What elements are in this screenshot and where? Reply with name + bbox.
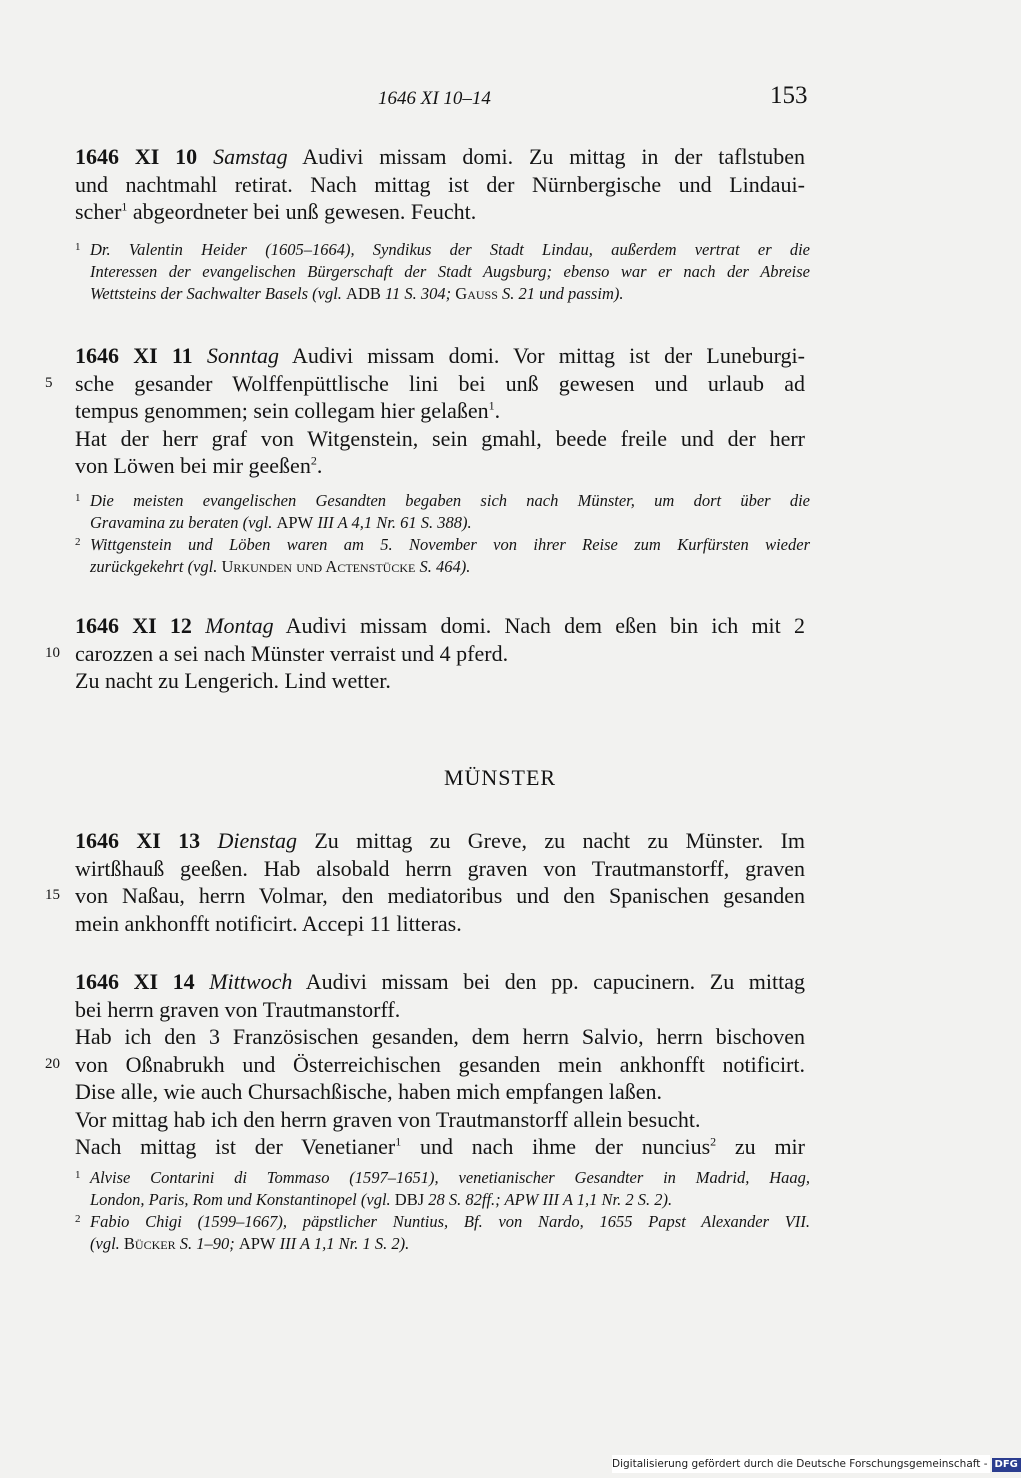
entry-date: 1646 XI 10 [75, 144, 198, 169]
entry-text: zu mir [716, 1134, 805, 1159]
entry-text: tempus genommen; sein collegam hier gelaßen [75, 398, 489, 423]
footnote-text: Interessen der evangelischen Bürgerschaft der Stadt Augsburg; ebenso war er nach der Abreise [90, 262, 810, 281]
running-title: 1646 XI 10–14 [378, 88, 491, 109]
footnote-group [75, 239, 810, 305]
entry-weekday: Montag [205, 613, 274, 638]
footnote-ref: 1 [488, 398, 495, 413]
line-number: 20 [45, 1055, 60, 1072]
diary-entry [75, 143, 805, 226]
line-number: 5 [45, 374, 53, 391]
diary-entry [45, 968, 805, 1161]
entry-text: carozzen a sei nach Münster verraist und 4 pferd. [75, 640, 509, 666]
footnote-text: London, Paris, Rom und Konstantinopel (vgl. [90, 1190, 395, 1209]
footnote-group [75, 490, 810, 578]
dfg-logo-icon: DFG [992, 1458, 1021, 1472]
footnote-text: S. 21 und passim). [497, 284, 624, 303]
entry-text: Nach mittag ist der Venetianer [75, 1134, 396, 1159]
footnote-number: 1 [75, 241, 81, 253]
footnote-text: (vgl. [90, 1234, 124, 1253]
footnote-text: zurückgekehrt (vgl. [90, 557, 222, 576]
entry-text: abgeordneter bei unß gewesen. Feucht. [127, 199, 477, 224]
diary-entry: 1646 XI 11 Sonntag Audivi missam domi. Vor mittag ist der Luneburgi- 5 sche gesander Wolffenpüttlische lini bei unß gewesen und urlaub ad tempus genommen; sein collegam hier gelaßen$^1$. Hat der herr graf von Witgenstein, sein gmahl, beede freile und der herr von Löwen bei mir geeßen$^2$. [45, 343, 805, 478]
footnote [75, 239, 810, 305]
entry-weekday: Samstag [213, 144, 288, 169]
footnote-text: 11 S. 304; [380, 284, 456, 303]
entry-text: mein ankhonfft notificirt. Accepi 11 litteras. [75, 910, 462, 936]
entry-weekday: Sonntag [206, 343, 279, 368]
entry-text: Audivi missam bei den pp. capucinern. Zu mittag [305, 969, 805, 994]
entry-text: Zu nacht zu Lengerich. Lind wetter. [75, 668, 391, 693]
footnote-text: DBJ [394, 1190, 425, 1209]
footnote-text: Gravamina zu beraten (vgl. [90, 513, 277, 532]
entry-date: 1646 XI 14 [75, 969, 195, 994]
footnote-ref: 2 [310, 453, 317, 468]
footnote-number: 1 [75, 1169, 81, 1181]
entry-text: Dise alle, wie auch Chursachßische, haben mich empfangen laßen. [75, 1079, 663, 1104]
footnote [75, 490, 810, 534]
entry-text: Audivi missam domi. Zu mittag in der taflstuben [302, 144, 806, 169]
footnote-text: Gauss [455, 284, 498, 303]
footnote-text: Fabio Chigi (1599–1667), päpstlicher Nuntius, Bf. von Nardo, 1655 Papst Alexander VII. [90, 1212, 810, 1231]
footnote-ref: 2 [710, 1134, 717, 1149]
entry-text: Audivi missam domi. Vor mittag ist der Luneburgi- [291, 343, 805, 368]
footnote-number: 2 [75, 1213, 81, 1225]
running-head [0, 84, 1000, 118]
section-heading: MÜNSTER [443, 765, 557, 790]
entry-text: Hat der herr graf von Witgenstein, sein gmahl, beede freile und der herr [75, 425, 805, 451]
entry-text: Vor mittag hab ich den herrn graven von Trautmanstorff allein besucht. [75, 1106, 701, 1132]
line-number: 10 [45, 644, 60, 661]
footnote-text: Wittgenstein und Löben waren am 5. November von ihrer Reise zum Kurfürsten wieder [90, 535, 810, 554]
entry-text: und nach ihme der nuncius [401, 1134, 711, 1159]
line-number: 15 [45, 887, 60, 903]
entry-weekday: Dienstag [217, 828, 297, 853]
footnote-text: Die meisten evangelischen Gesandten begaben sich nach Münster, um dort über die [90, 491, 810, 510]
funding-footer [612, 1455, 1018, 1473]
entry-text: Zu mittag zu Greve, zu nacht zu Münster. Im [314, 828, 806, 853]
footnote-text: Dr. Valentin Heider (1605–1664), Syndikus der Stadt Lindau, außerdem vertrat er die [90, 240, 810, 259]
footnote-number: 2 [75, 536, 81, 548]
footnote-text: 28 S. 82ff.; APW III A 1,1 Nr. 2 S. 2). [424, 1190, 673, 1209]
entry-weekday: Mittwoch [209, 969, 293, 994]
footnote-text: ADB [346, 284, 381, 303]
entry-text: Audivi missam domi. Nach dem eßen bin ich mit 2 [285, 613, 806, 638]
entry-text: wirtßhauß geeßen. Hab alsobald herrn graven von Trautmanstorff, graven [75, 855, 805, 881]
footnote-text: Bücker [123, 1234, 176, 1253]
footnote-ref: 1 [121, 199, 128, 214]
entry-text: sche gesander Wolffenpüttlische lini bei unß gewesen und urlaub ad [75, 370, 805, 396]
entry-text: Hab ich den 3 Französischen gesanden, dem herrn Salvio, herrn bischoven [75, 1024, 805, 1049]
page-number: 153 [770, 82, 808, 109]
footnote [75, 534, 810, 578]
footnote-text: S. 1–90; [175, 1234, 239, 1253]
entry-date: 1646 XI 11 [75, 343, 193, 368]
footnote-group [75, 1167, 810, 1255]
entry-text: und nachtmahl retirat. Nach mittag ist der Nürnbergische und Lindaui- [75, 171, 805, 197]
footnote-number: 1 [75, 492, 81, 504]
diary-entry [45, 612, 806, 695]
diary-entry [45, 827, 806, 937]
entry-text: scher [75, 199, 122, 224]
entry-text: von Löwen bei mir geeßen [75, 453, 311, 478]
footnote [75, 1211, 810, 1255]
footnote-text: Alvise Contarini di Tommaso (1597–1651), venetianischer Gesandter in Madrid, Haag, [90, 1168, 810, 1187]
footnote-text: III A 1,1 Nr. 1 S. 2). [275, 1234, 410, 1253]
footnote-text: Urkunden und Actenstücke [221, 557, 416, 576]
entry-text: von Oßnabrukh und Österreichischen gesanden mein ankhonfft notificirt. [75, 1051, 805, 1077]
footnote-ref: 1 [395, 1134, 402, 1149]
entry-text: von Naßau, herrn Volmar, den mediatoribus und den Spanischen gesanden [75, 883, 805, 908]
footnote-text: S. 464). [415, 557, 471, 576]
entry-date: 1646 XI 12 [75, 613, 192, 638]
footnote-text: Wettsteins der Sachwalter Basels (vgl. [90, 284, 347, 303]
footnote-text: APW [276, 513, 314, 532]
footnote-text: APW [238, 1234, 276, 1253]
footnote-text: III A 4,1 Nr. 61 S. 388). [313, 513, 472, 532]
funding-text: Digitalisierung gefördert durch die Deutsche Forschungsgemeinschaft - [612, 1458, 988, 1470]
footnote [75, 1167, 810, 1211]
entry-text: bei herrn graven von Trautmanstorff. [75, 996, 401, 1022]
entry-date: 1646 XI 13 [75, 828, 201, 853]
